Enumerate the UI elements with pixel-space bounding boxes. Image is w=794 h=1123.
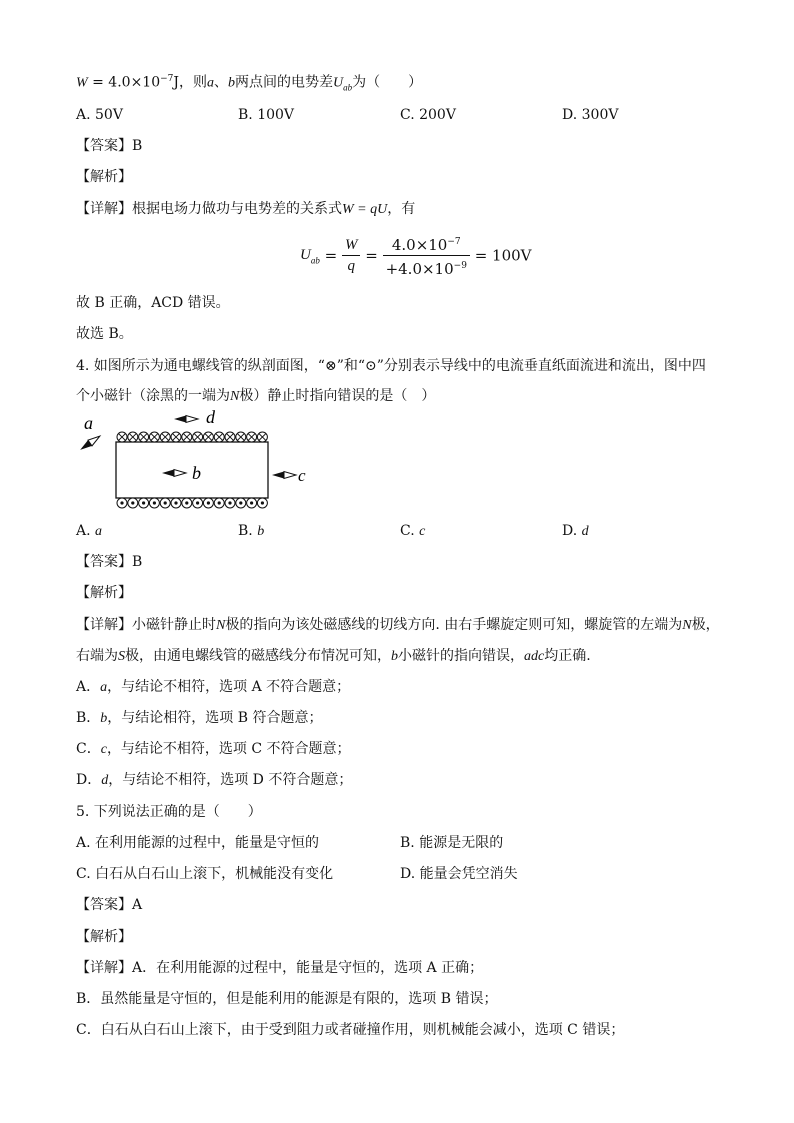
point-b: b <box>228 75 236 91</box>
item-pre: B． <box>76 710 101 726</box>
d2bb: b <box>391 649 398 664</box>
item-pre: C． <box>76 741 101 757</box>
answer-tag: 【答案】 <box>76 897 132 913</box>
w-unit: J <box>173 74 180 91</box>
item-v: a <box>100 680 108 695</box>
formula-lhs: U <box>300 247 311 263</box>
label-b: b <box>192 463 201 483</box>
q4-opt-c-val: c <box>419 524 426 539</box>
q3-choose: 故选 B。 <box>76 326 133 342</box>
q3-detail <box>76 200 415 219</box>
fraction-values <box>383 232 470 279</box>
q4-detail-line-1 <box>76 616 720 635</box>
detail-tag: 【详解】 <box>76 960 132 976</box>
q4-stem-line-2 <box>76 387 435 406</box>
u-sub: ab <box>343 82 353 93</box>
q4-detail-line-2 <box>76 647 591 666</box>
detail-a-text: A．在利用能源的过程中，能量是守恒的，选项 A 正确； <box>132 960 484 976</box>
u-symbol: U <box>333 75 344 91</box>
q4-opt-c-letter: C. <box>400 523 420 539</box>
q4-stem-2-n: N <box>230 389 240 404</box>
q4-item-a <box>76 678 350 697</box>
w-exp: −7 <box>160 74 174 84</box>
q5-stem: 5. 下列说法正确的是（ ） <box>76 804 262 820</box>
detail-tag: 【详解】 <box>76 617 132 633</box>
q4-option-d <box>562 522 589 541</box>
q3-answer <box>76 137 142 155</box>
compass-needle-a <box>78 433 102 452</box>
item-v: b <box>100 711 108 726</box>
frac2-num-base: 4.0×10 <box>391 236 448 254</box>
frac2-den <box>383 256 470 279</box>
q3-option-c: C. 200V <box>400 107 456 123</box>
q3-option-b: B. 100V <box>238 107 295 123</box>
d2adc: adc <box>524 649 545 664</box>
answer-tag: 【答案】 <box>76 554 132 570</box>
d2c: 小磁针的指向错误， <box>398 648 524 664</box>
w-expr: = 4.0×10 <box>87 74 161 91</box>
d1n2: N <box>682 618 692 633</box>
answer-value: A <box>132 897 143 913</box>
frac1-num: W <box>342 235 361 256</box>
compass-needle-c <box>272 472 296 479</box>
frac2-num-exp: −7 <box>447 237 461 247</box>
d1a: 小磁针静止时 <box>132 617 216 633</box>
detail-tag: 【详解】 <box>76 201 132 217</box>
item-pre: A． <box>76 679 101 695</box>
frac2-den-exp: −9 <box>453 261 467 271</box>
item-post: ，与结论不相符，选项 A 不符合题意； <box>107 679 351 695</box>
q4-opt-a-val: a <box>95 524 103 539</box>
q5-analysis-tag: 【解析】 <box>76 929 132 945</box>
frac1-den: q <box>347 258 355 274</box>
d2b: 极，由通电螺线管的磁感线分布情况可知， <box>125 648 391 664</box>
q4-opt-d-letter: D. <box>562 523 582 539</box>
q4-analysis-tag: 【解析】 <box>76 585 132 601</box>
solenoid-diagram <box>76 405 336 515</box>
q5-detail-b: B．虽然能量是守恒的，但是能利用的能源是有限的，选项 B 错误； <box>76 991 498 1007</box>
detail-end: ，有 <box>387 201 416 217</box>
compass-needle-b <box>162 470 186 477</box>
detail-text: 根据电场力做功与电势差的关系式 <box>132 201 342 217</box>
d1b: 极的指向为该处磁感线的切线方向. 由右手螺旋定则可知，螺旋管的左端为 <box>225 617 683 633</box>
frac2-den-base: +4.0×10 <box>385 260 454 278</box>
q3-tail-1: ，则 <box>179 74 208 91</box>
w-symbol: W <box>76 75 88 91</box>
detail-formula: W = qU <box>342 202 388 217</box>
item-pre: D． <box>76 772 102 788</box>
q4-stem-line-1: 4. 如图所示为通电螺线管的纵剖面图，“⊗”和“⊙”分别表示导线中的电流垂直纸面流进和流出，图中四 <box>76 358 706 374</box>
item-post: ，与结论不相符，选项 C 不符合题意； <box>106 741 351 757</box>
q5-option-a: A. 在利用能源的过程中，能量是守恒的 <box>76 835 320 851</box>
formula-eq1: = <box>319 246 342 265</box>
label-c: c <box>298 466 306 485</box>
formula-lhs-sub: ab <box>310 255 320 266</box>
q3-analysis-tag: 【解析】 <box>76 169 132 185</box>
fraction-w-over-q <box>342 235 361 276</box>
item-v: c <box>100 742 107 757</box>
q4-option-b <box>238 522 264 541</box>
q4-stem-2b: 极）静止时指向错误的是（ ） <box>239 388 436 404</box>
q3-tail-2: 两点间的电势差 <box>235 74 334 91</box>
bottom-coil-row <box>117 498 267 508</box>
d1n: N <box>216 618 226 633</box>
answer-tag: 【答案】 <box>76 138 132 154</box>
q4-option-c <box>400 522 425 541</box>
compass-needle-d <box>174 416 198 423</box>
sep: 、 <box>214 74 229 91</box>
q4-opt-d-val: d <box>581 524 589 539</box>
q5-detail-a <box>76 959 483 977</box>
q4-item-b <box>76 709 323 728</box>
q3-formula <box>300 232 532 279</box>
item-post: ，与结论相符，选项 B 符合题意； <box>107 710 323 726</box>
q4-item-c <box>76 740 351 759</box>
frac2-num <box>383 232 470 256</box>
label-d: d <box>206 407 215 427</box>
item-v: d <box>101 773 109 788</box>
d2a: 右端为 <box>76 648 118 664</box>
q4-item-d <box>76 771 352 790</box>
item-post: ，与结论不相符，选项 D 不符合题意； <box>108 772 353 788</box>
answer-value: B <box>132 138 143 154</box>
label-a: a <box>84 413 93 433</box>
d2d: 均正确. <box>544 648 591 664</box>
q5-option-d: D. 能量会凭空消失 <box>400 866 518 882</box>
q5-option-c: C. 白石从白石山上滚下，机械能没有变化 <box>76 866 334 882</box>
q5-answer <box>76 896 142 914</box>
q4-stem-2a: 个小磁针（涂黑的一端为 <box>76 388 230 404</box>
q4-opt-b-val: b <box>257 524 265 539</box>
formula-result: = 100V <box>469 246 532 265</box>
point-a: a <box>207 75 215 91</box>
q3-option-d: D. 300V <box>562 107 619 123</box>
top-coil-row <box>117 432 267 442</box>
q5-detail-c: C．白石从白石山上滚下，由于受到阻力或者碰撞作用，则机械能会减小，选项 C 错误； <box>76 1022 625 1038</box>
q4-option-a <box>76 522 102 541</box>
q3-tail-3: 为（ ） <box>352 74 423 91</box>
q4-answer <box>76 553 142 571</box>
d2s: S <box>118 649 125 664</box>
q4-opt-b-letter: B. <box>238 523 258 539</box>
q5-option-b: B. 能源是无限的 <box>400 835 504 851</box>
d1c: 极， <box>691 617 720 633</box>
q3-stem-tail <box>76 70 422 96</box>
formula-eq2: = <box>360 246 383 265</box>
q3-conclusion: 故 B 正确，ACD 错误。 <box>76 295 230 311</box>
answer-value: B <box>132 554 143 570</box>
q3-option-a: A. 50V <box>76 107 123 123</box>
q4-opt-a-letter: A. <box>76 523 96 539</box>
